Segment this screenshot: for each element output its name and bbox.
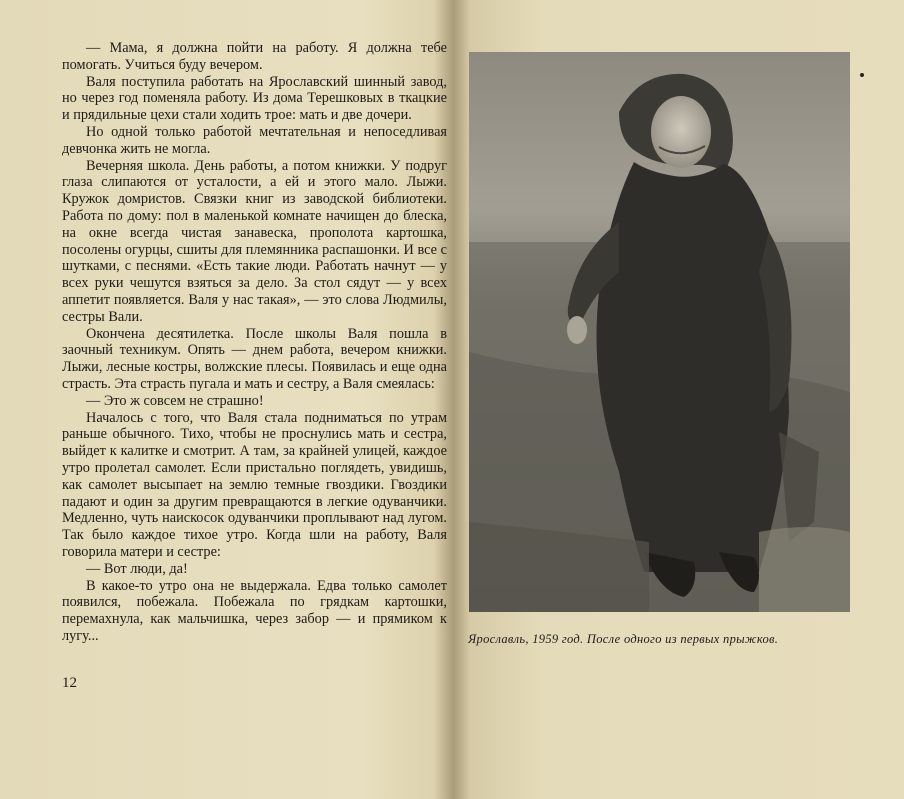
paragraph: Началось с того, что Валя стала подниматься по утрам раньше обычного. Тихо, чтобы не проснулись мать и сестра, выйдет к калитке и смотрит. А там, за крайней улицей, каждое утро пролетал самолет. Если пристально поглядеть, увидишь, как самолет высыпает на землю темные гвоздики. Гвоздики падают и один за другим превращаются в легкие одуванчики. Медленно, чуть наискосок одуванчики проплывают над лугом. Так было каждое тихое утро. Когда шли на работу, Валя говорила матери и сестре:	[62, 409, 447, 560]
paragraph: Но одной только работой мечтательная и непоседливая девчонка жить не могла.	[62, 123, 447, 157]
paragraph: — Это ж совсем не страшно!	[86, 392, 264, 409]
paragraph: — Вот люди, да!	[86, 560, 188, 577]
paragraph: Валя поступила работать на Ярославский шинный завод, но через год поменяла работу. Из дома Терешковых в ткацкие и прядильные цехи стали ходить трое: мать и две дочери.	[62, 73, 447, 124]
photo-caption: Ярославль, 1959 год. После одного из первых прыжков.	[468, 632, 779, 646]
print-speck	[860, 73, 864, 77]
paragraph: Вечерняя школа. День работы, а потом книжки. У подруг глаза слипаются от усталости, а ей и этого мало. Лыжи. Кружок домристов. Связки книг из заводской библиотеки. Работа по дому: пол в маленькой комнате начищен до блеска, на окне всегда чистая занавеска, прополота картошка, посолены огурцы, сшиты для племянника распашонки. И все с шутками, с песнями. «Есть такие люди. Работать начнут — у всех руки чешутся взяться за дело. За стол сядут — у всех аппетит появляется. Валя у нас такая», — это слова Людмилы, сестры Вали.	[62, 157, 447, 325]
right-page	[456, 0, 904, 799]
paragraph: — Мама, я должна пойти на работу. Я должна тебе помогать. Учиться буду вечером.	[62, 40, 447, 73]
paragraph: Окончена десятилетка. После школы Валя пошла в заочный техникум. Опять — днем работа, вечером книжки. Лыжи, лесные костры, волжские плесы. Появилась и еще одна страсть. Эта страсть пугала и мать и сестру, а Валя смеялась:	[62, 325, 447, 392]
woman-portrait-photo	[469, 52, 850, 612]
photo-drawing	[469, 52, 850, 612]
page-number: 12	[62, 675, 77, 691]
body-text	[62, 40, 447, 645]
paragraph: В какое-то утро она не выдержала. Едва только самолет появился, побежала. Побежала по грядкам картошки, перемахнула, как мальчишка, через забор — и прямиком к лугу...	[62, 577, 447, 644]
